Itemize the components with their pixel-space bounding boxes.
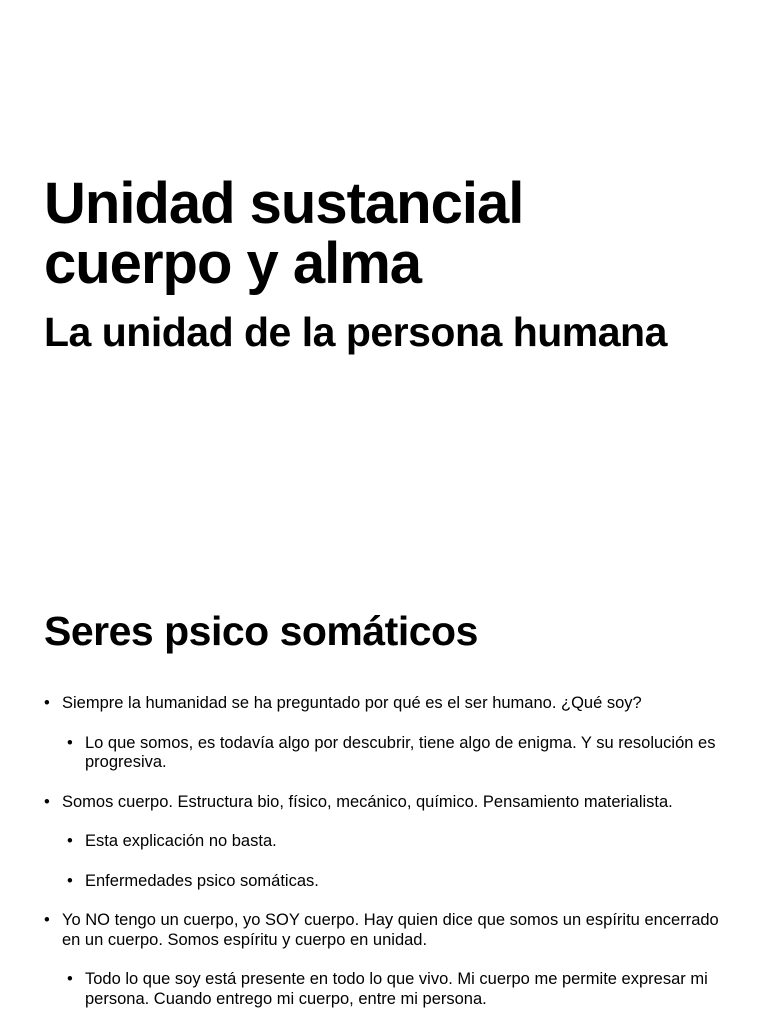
sub-bullet-item [44,832,724,852]
bullet-marker: • [44,694,50,712]
bullet-text: Todo lo que soy está presente en todo lo que vivo. Mi cuerpo me permite expresar mi persona. Cuando entrego mi cuerpo, entre mi persona. [85,970,708,1008]
bullet-marker: • [67,871,73,890]
main-title-line-2: cuerpo y alma [44,231,422,296]
content-slide [0,512,768,1024]
sub-bullet-item [44,734,724,773]
subtitle: La unidad de la persona humana [44,309,667,355]
sub-bullet-item [44,970,724,1009]
bullet-marker: • [67,970,73,988]
bullet-list [44,694,724,1024]
main-title [44,171,744,296]
sub-bullet-item [44,872,724,892]
bullet-text: Enfermedades psico somáticas. [85,871,319,890]
bullet-item [44,694,724,714]
bullet-text: Lo que somos, es todavía algo por descubrir, tiene algo de enigma. Y su resolución es progresiva. [85,733,716,771]
bullet-marker: • [44,792,50,811]
main-title-line-1: Unidad sustancial [44,171,524,236]
bullet-item [44,911,724,950]
bullet-marker: • [67,733,73,752]
bullet-text: Siempre la humanidad se ha preguntado por qué es el ser humano. ¿Qué soy? [62,694,642,712]
bullet-marker: • [44,911,50,929]
section-title: Seres psico somáticos [44,608,478,654]
bullet-item [44,793,724,813]
bullet-marker: • [67,832,73,850]
bullet-text: Esta explicación no basta. [85,832,277,850]
bullet-text: Yo NO tengo un cuerpo, yo SOY cuerpo. Hay quien dice que somos un espíritu encerrado en un cuerpo. Somos espíritu y cuerpo en unidad. [62,911,719,949]
bullet-text: Somos cuerpo. Estructura bio, físico, mecánico, químico. Pensamiento materialista. [62,792,673,811]
